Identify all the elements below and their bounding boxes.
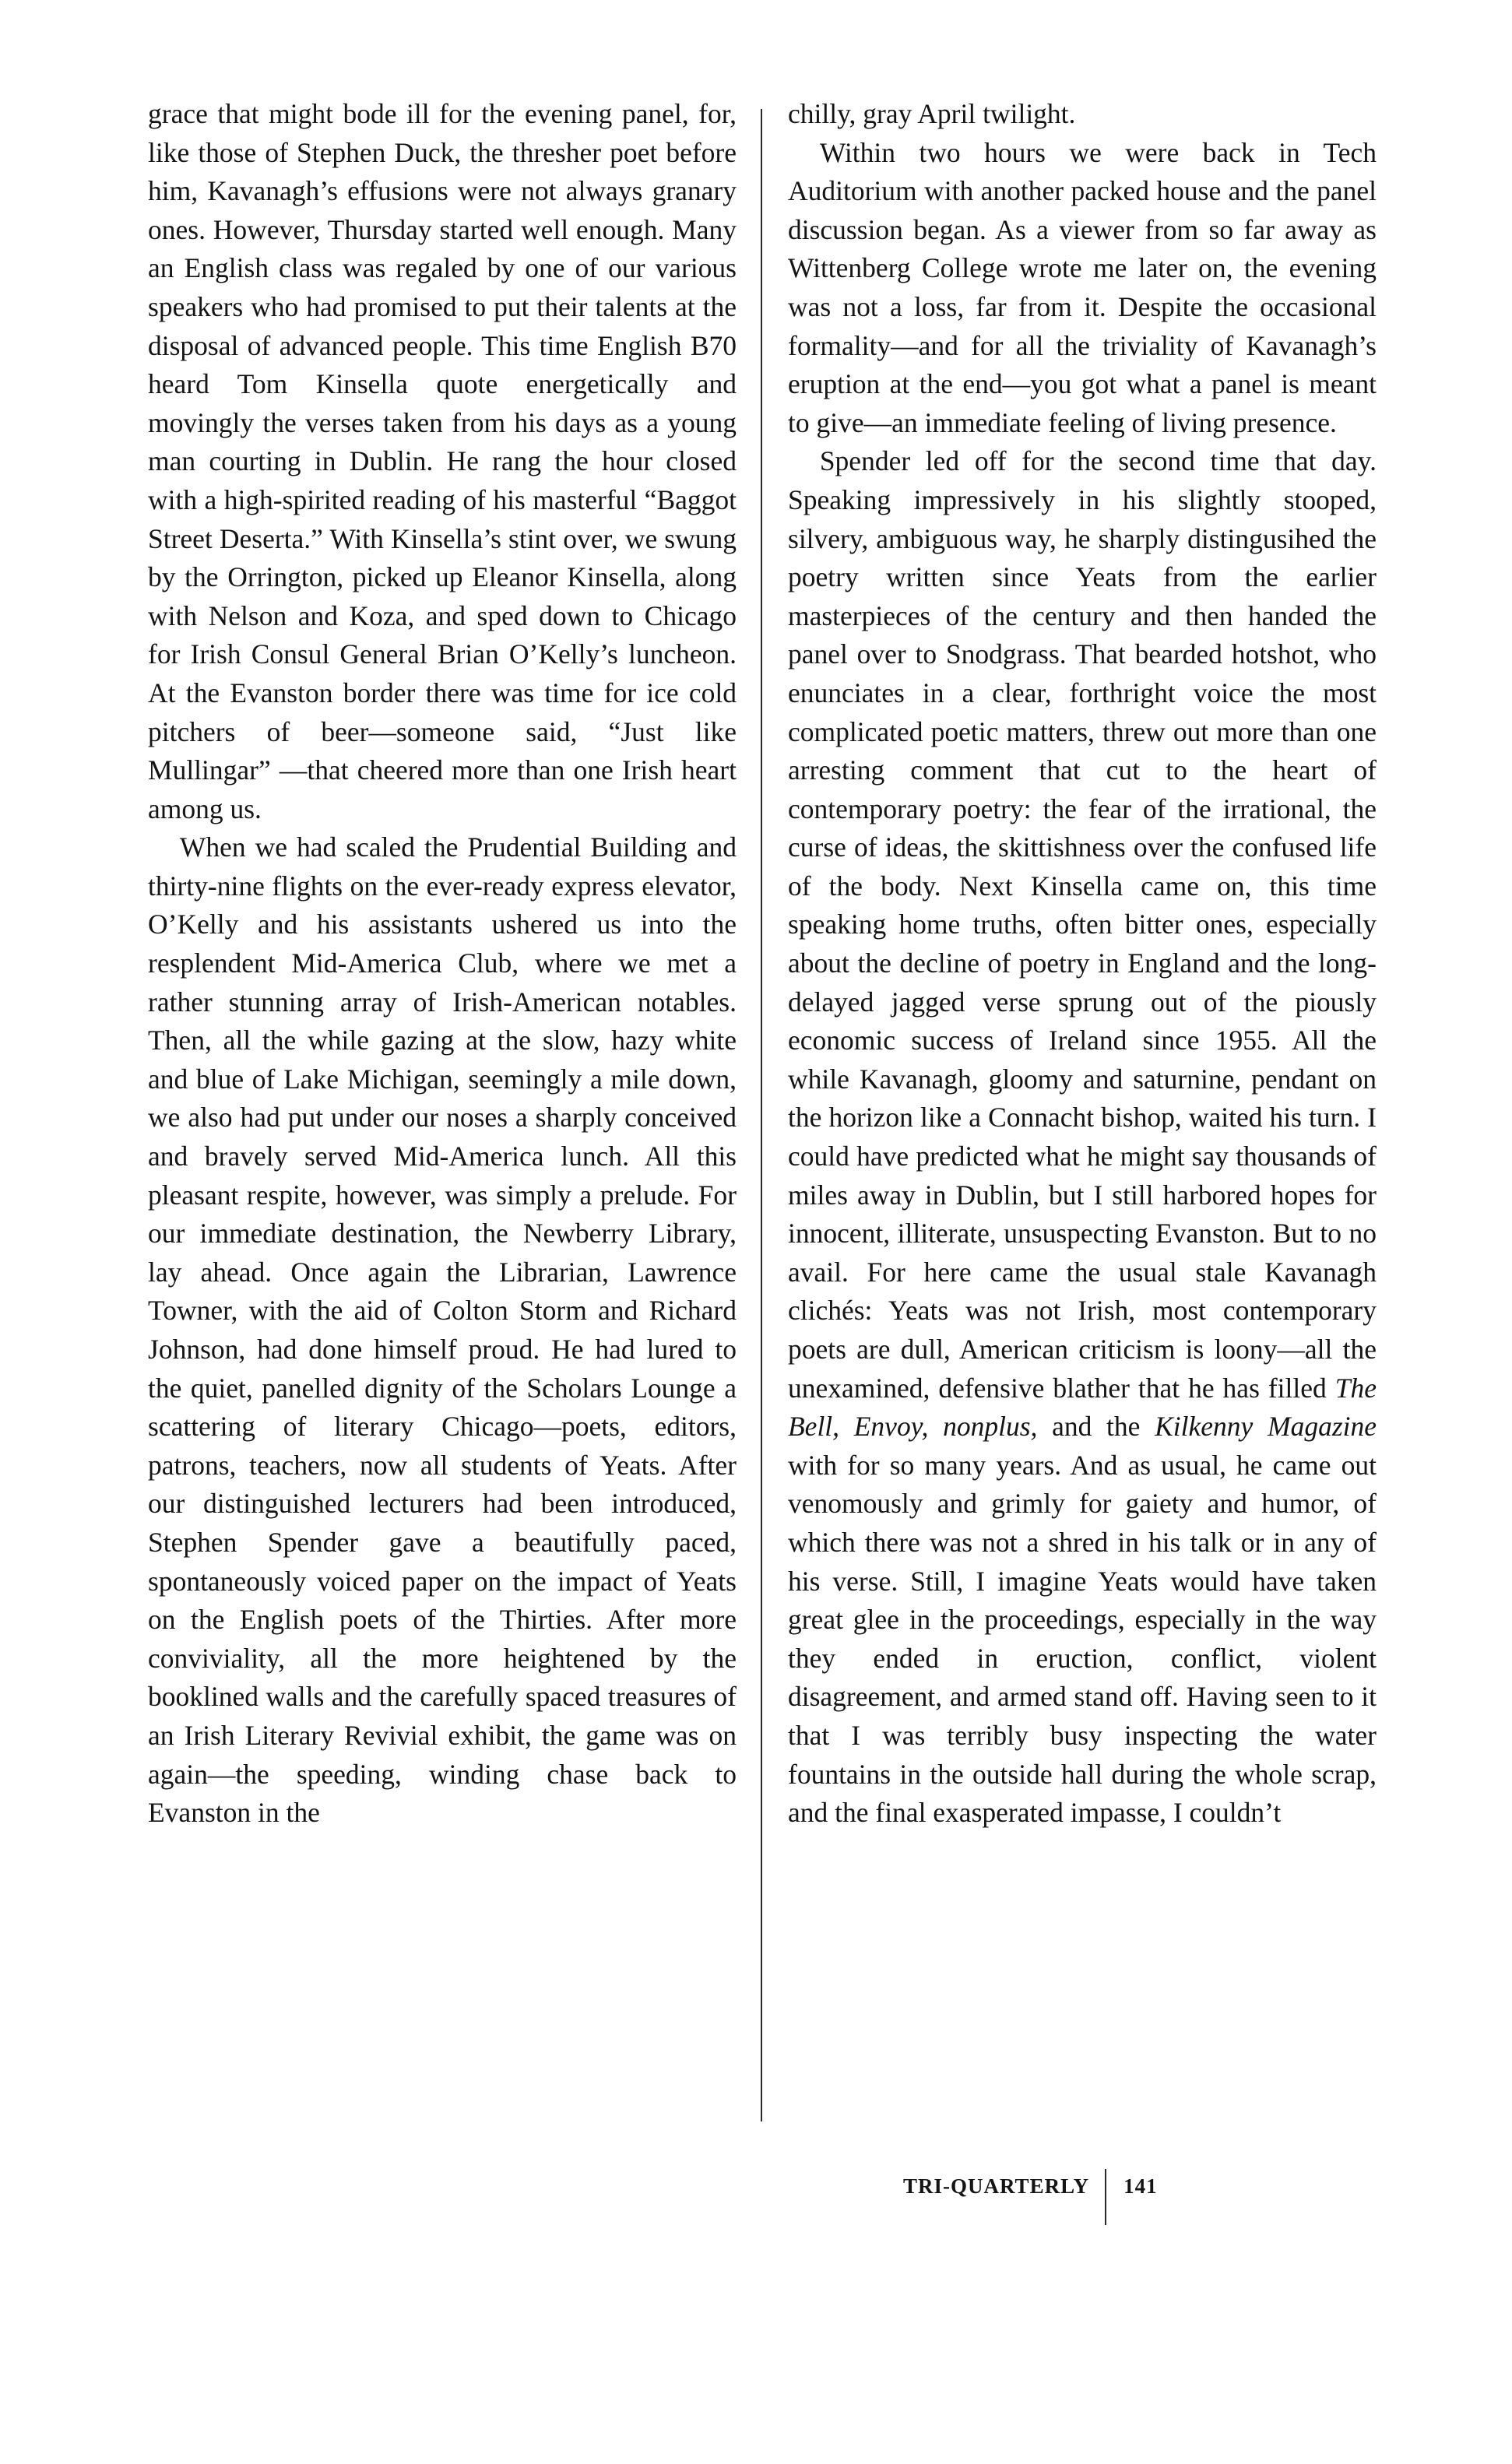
journal-name: TRI-QUARTERLY (903, 2174, 1090, 2198)
page-number: 141 (1123, 2174, 1158, 2198)
column-divider (761, 109, 762, 2121)
and-the-text: and the (1052, 1411, 1141, 1443)
right-column (788, 95, 1377, 1833)
page-footer (903, 2163, 1158, 2209)
right-paragraph-3-text-a: Spender led off for the second time that day. Speaking impressively in his slightly stooped, silvery, ambiguous way, he sharply distingusihed the poetry written since Yeats from the earlier masterpieces of the century and then handed the panel over to Snodgrass. That bearded hotshot, who enunciates in a clear, forthright voice the most complicated poetic matters, threw out more than one arresting comment that cut to the heart of contemporary poetry: the fear of the irrational, the curse of ideas, the skittishness over the confused life of the body. Next Kinsella came on, this time speaking home truths, often bitter ones, especially about the decline of poetry in England and the long-delayed jagged verse sprung out of the piously economic success of Ireland since 1955. All the while Kavanagh, gloomy and saturnine, pendant on the horizon like a Connacht bishop, waited his turn. I could have predicted what he might say thousands of miles away in Dublin, but I still harbored hopes for innocent, illiterate, unsuspecting Evanston. But to no avail. For here came the usual stale Kavanagh clichés: Yeats was not Irish, most contemporary poets are dull, American criticism is loony—all the unexamined, defensive blather that he has filled (788, 445, 1377, 1404)
title-the-bell: The Bell, (788, 1372, 1377, 1443)
title-kilkenny-magazine: Kilkenny Magazine (1155, 1411, 1377, 1443)
title-envoy: Envoy, (853, 1411, 929, 1443)
right-paragraph-1: chilly, gray April twilight. (788, 98, 1076, 129)
left-column (148, 95, 737, 1833)
footer-divider (1105, 2169, 1106, 2225)
right-paragraph-2: Within two hours we were back in Tech Auditorium with another packed house and the panel discussion began. As a viewer from so far away as Wittenberg College wrote me later on, the evening was not a loss, far from it. Despite the occasional formality—and for all the triviality of Kavanagh’s eruption at the end—you got what a panel is meant to give—an immediate feeling of living presence. (788, 136, 1377, 438)
right-paragraph-3-text-b: with for so many years. And as usual, he came out venomously and grimly for gaiety and humor, of which there was not a shred in his talk or in any of his verse. Still, I imagine Yeats would have taken great glee in the proceedings, especially in the way they ended in eruction, conflict, violent disagreement, and armed stand off. Having seen to it that I was terribly busy inspecting the water fountains in the outside hall during the whole scrap, and the final exasperated impasse, I couldn’t (788, 1449, 1377, 1829)
title-nonplus: nonplus, (943, 1411, 1038, 1443)
left-paragraph-1: grace that might bode ill for the evening panel, for, like those of Stephen Duck, the thresher poet before him, Kavanagh’s effusions were not always granary ones. However, Thursday started well enough. Many an English class was regaled by one of our various speakers who had promised to put their talents at the disposal of advanced people. This time English B70 heard Tom Kinsella quote energetically and movingly the verses taken from his days as a young man courting in Dublin. He rang the hour closed with a high-spirited reading of his masterful “Baggot Street Deserta.” With Kinsella’s stint over, we swung by the Orrington, picked up Eleanor Kinsella, along with Nelson and Koza, and sped down to Chicago for Irish Consul General Brian O’Kelly’s luncheon. At the Evanston border there was time for ice cold pitchers of beer—someone said, “Just like Mullingar” —that cheered more than one Irish heart among us. (148, 98, 737, 824)
right-paragraph-3 (788, 442, 1377, 1832)
left-paragraph-2: When we had scaled the Prudential Building and thirty-nine flights on the ever-ready express elevator, O’Kelly and his assistants ushered us into the resplendent Mid-America Club, where we met a rather stunning array of Irish-American notables. Then, all the while gazing at the slow, hazy white and blue of Lake Michigan, seemingly a mile down, we also had put under our noses a sharply conceived and bravely served Mid-America lunch. All this pleasant respite, however, was simply a prelude. For our immediate destination, the Newberry Library, lay ahead. Once again the Librarian, Lawrence Towner, with the aid of Colton Storm and Richard Johnson, had done himself proud. He had lured to the quiet, panelled dignity of the Scholars Lounge a scattering of literary Chicago—poets, editors, patrons, teachers, now all students of Yeats. After our distinguished lecturers had been introduced, Stephen Spender gave a beautifully paced, spontaneously voiced paper on the impact of Yeats on the English poets of the Thirties. After more conviviality, all the more heightened by the booklined walls and the carefully spaced treasures of an Irish Literary Revivial exhibit, the game was on again—the speeding, winding chase back to Evanston in the (148, 831, 737, 1829)
